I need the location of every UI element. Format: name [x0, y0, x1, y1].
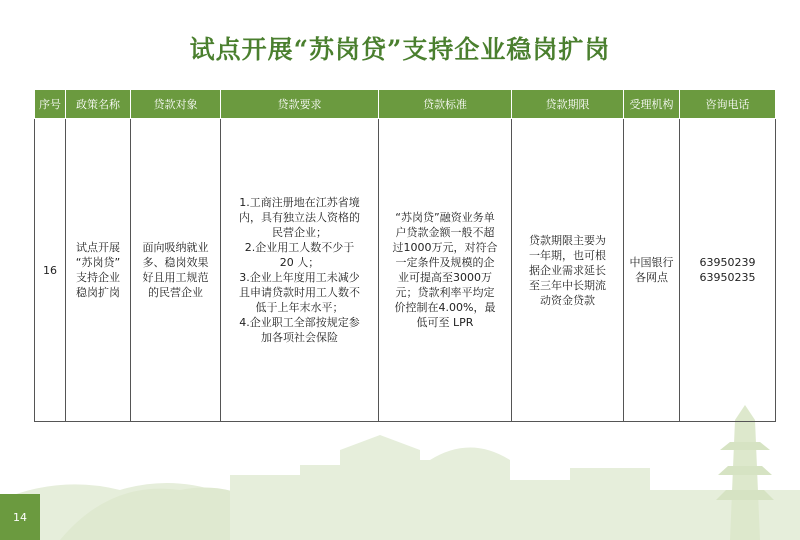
header-index: 序号 — [35, 90, 66, 119]
table-header-row — [35, 90, 776, 119]
cell-loan-standard-text: “苏岗贷”融资业务单 户贷款金额一般不超 过1000万元，对符合 一定条件及规模的企 业可提高至3000万 元；贷款利率平均定 价控制在4.00%，最 低可至 LPR — [392, 211, 498, 329]
cell-loan-term — [512, 119, 624, 422]
header-loan-standard: 贷款标准 — [379, 90, 512, 119]
header-loan-requirements: 贷款要求 — [221, 90, 379, 119]
cell-institution-text: 中国银行 各网点 — [629, 256, 674, 284]
header-phone: 咨询电话 — [680, 90, 776, 119]
page-number: 14 — [0, 494, 40, 540]
cell-policy-name — [66, 119, 131, 422]
page-title: 试点开展“苏岗贷”支持企业稳岗扩岗 — [189, 35, 611, 64]
header-loan-term: 贷款期限 — [512, 90, 624, 119]
cell-index — [35, 119, 66, 422]
header-policy-name: 政策名称 — [66, 90, 131, 119]
cell-loan-requirements — [221, 119, 379, 422]
cell-loan-standard — [379, 119, 512, 422]
cell-loan-target — [131, 119, 221, 422]
cell-institution — [624, 119, 680, 422]
cell-index-text: 16 — [43, 263, 57, 277]
cell-loan-target-text: 面向吸纳就业 多、稳岗效果 好且用工规范 的民营企业 — [142, 241, 209, 299]
table-row — [35, 119, 776, 422]
cell-phone — [680, 119, 776, 422]
header-institution: 受理机构 — [624, 90, 680, 119]
cell-loan-term-text: 贷款期限主要为 一年期，也可根 据企业需求延长 至三年中长期流 动资金贷款 — [529, 233, 606, 307]
header-loan-target: 贷款对象 — [131, 90, 221, 119]
cell-loan-requirements-text: 1.工商注册地在江苏省境 内，具有独立法人资格的 民营企业； 2.企业用工人数不少于 20 人； 3.企业上年度用工未减少 且申请贷款时用工人数不 低于上年末水平； 4.企业职工全部按规定参 加各项社会保险 — [239, 196, 360, 344]
cell-phone-text: 63950239 63950235 — [699, 256, 756, 284]
cell-policy-name-text: 试点开展 “苏岗贷” 支持企业 稳岗扩岗 — [75, 241, 121, 299]
policy-table — [34, 89, 776, 422]
